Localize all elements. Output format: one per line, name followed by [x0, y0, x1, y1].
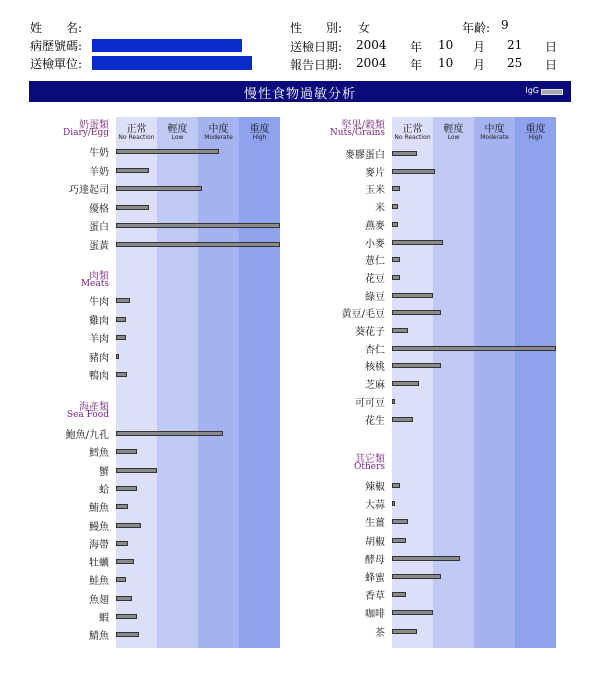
food-bar [392, 363, 441, 368]
food-bar [392, 204, 398, 209]
report-day: 25 [507, 56, 523, 70]
food-bar [116, 596, 132, 601]
food-label: 可可豆 [355, 397, 385, 409]
food-label: 薏仁 [365, 256, 385, 268]
send-date-label: 送檢日期: [290, 40, 343, 54]
food-bar [116, 335, 126, 340]
food-label: 鰻魚 [89, 521, 109, 533]
report-month: 10 [438, 56, 454, 70]
food-bar [392, 381, 419, 386]
food-bar [392, 417, 413, 422]
food-label: 蜂蜜 [365, 573, 385, 584]
category-title: 堅果/穀類 [341, 120, 385, 131]
level-subheading-1: No Reaction [118, 134, 155, 141]
food-bar [392, 556, 460, 561]
food-bar [116, 242, 280, 247]
food-label: 蛤 [99, 484, 109, 496]
food-bar [116, 468, 157, 473]
food-bar [116, 541, 128, 546]
level-heading-2: 輕度 [443, 124, 464, 135]
level-subheading-1: No Reaction [394, 134, 431, 141]
food-label: 花生 [365, 415, 385, 427]
food-label: 花豆 [365, 273, 385, 285]
category-subtitle: Diary/Egg [63, 128, 109, 138]
food-label: 蟹 [99, 466, 109, 478]
age-value: 9 [501, 18, 509, 32]
report-month-unit: 月 [473, 58, 486, 72]
severity-band-4 [515, 117, 556, 648]
food-bar [116, 431, 223, 436]
food-bar [392, 574, 441, 579]
severity-band-3 [474, 117, 515, 648]
sex-value: 女 [358, 21, 371, 35]
food-bar [116, 372, 127, 377]
severity-band-2 [433, 117, 474, 648]
level-subheading-4: High [252, 134, 267, 141]
level-heading-3: 中度 [484, 124, 505, 135]
food-bar [116, 186, 202, 191]
food-label: 胡椒 [365, 536, 385, 548]
send-day-unit: 日 [545, 40, 558, 54]
send-month-unit: 月 [473, 40, 486, 54]
food-bar [116, 614, 137, 619]
redacted-record-number [92, 39, 242, 52]
food-label: 羊肉 [89, 334, 109, 345]
food-bar [116, 632, 139, 637]
category-title: 肉類 [89, 271, 109, 282]
name-label: 姓 名: [30, 21, 83, 35]
food-bar [116, 577, 126, 582]
food-label: 蛋白 [89, 222, 109, 233]
food-label: 生薑 [365, 518, 385, 530]
food-bar [392, 328, 408, 333]
category-subtitle: Nuts/Grains [329, 128, 385, 138]
food-bar [392, 519, 408, 524]
level-subheading-3: Moderate [204, 134, 233, 141]
food-label: 咖啡 [365, 609, 385, 621]
food-bar [116, 486, 137, 491]
food-label: 優格 [89, 203, 109, 215]
level-heading-1: 正常 [126, 124, 147, 135]
level-heading-3: 中度 [208, 124, 229, 135]
report-title-bar [29, 81, 571, 102]
severity-band-3 [198, 117, 239, 648]
food-bar [116, 523, 141, 528]
sex-label: 性 別: [290, 21, 343, 35]
food-bar [116, 504, 128, 509]
food-label: 鮪魚 [89, 503, 109, 515]
food-label: 米 [375, 203, 385, 215]
food-label: 鮑魚/九孔 [65, 430, 109, 441]
food-bar [116, 559, 134, 564]
level-subheading-2: Low [171, 134, 184, 141]
send-year-unit: 年 [410, 40, 423, 54]
category-title: 海產類 [79, 402, 109, 413]
food-label: 羊奶 [89, 166, 109, 178]
send-day: 21 [507, 38, 523, 52]
category-subtitle: Meats [80, 279, 109, 289]
send-year: 2004 [356, 38, 387, 52]
record-number-label: 病歷號碼: [30, 39, 83, 53]
food-label: 鴨肉 [89, 371, 109, 382]
level-subheading-3: Moderate [480, 134, 509, 141]
food-bar [392, 293, 433, 298]
food-label: 魚翅 [89, 594, 109, 606]
food-bar [392, 483, 400, 488]
food-label: 黃豆/毛豆 [341, 309, 385, 321]
food-bar [392, 629, 417, 634]
level-heading-4: 重度 [525, 124, 546, 135]
food-bar [392, 151, 417, 156]
category-subtitle: Others [353, 462, 385, 472]
food-label: 蛋黃 [89, 240, 109, 252]
food-bar [392, 257, 400, 262]
age-label: 年齡: [462, 21, 491, 35]
food-label: 大蒜 [365, 500, 385, 512]
category-title: 其它類 [355, 454, 385, 465]
food-bar [116, 149, 219, 154]
food-bar [392, 310, 441, 315]
report-year-unit: 年 [410, 58, 423, 72]
food-label: 蝦 [99, 613, 109, 624]
level-heading-1: 正常 [402, 124, 423, 135]
food-label: 鯖魚 [89, 631, 109, 643]
food-bar [392, 240, 443, 245]
food-bar [116, 354, 119, 359]
level-subheading-2: Low [447, 134, 460, 141]
food-label: 燕麥 [365, 220, 385, 232]
food-label: 香草 [365, 591, 385, 603]
sending-unit-label: 送檢單位: [30, 57, 83, 71]
food-bar [116, 298, 130, 303]
level-heading-2: 輕度 [167, 124, 188, 135]
food-label: 牛奶 [89, 148, 109, 159]
food-label: 牡蠣 [89, 558, 109, 570]
send-month: 10 [438, 38, 454, 52]
severity-band-2 [157, 117, 198, 648]
food-bar [116, 449, 137, 454]
level-heading-4: 重度 [249, 124, 270, 135]
food-label: 鮭魚 [89, 576, 109, 588]
food-label: 海帶 [89, 539, 109, 551]
food-bar [392, 222, 398, 227]
food-bar [116, 205, 149, 210]
food-label: 豬肉 [89, 352, 109, 364]
food-bar [392, 501, 395, 506]
redacted-sending-unit [92, 56, 252, 70]
food-bar [392, 169, 435, 174]
severity-band-1 [116, 117, 157, 648]
food-bar [116, 317, 126, 322]
food-bar [392, 275, 400, 280]
food-bar [392, 592, 406, 597]
food-label: 巧達起司 [69, 185, 109, 196]
food-label: 鱈魚 [89, 448, 109, 460]
food-label: 牛肉 [89, 297, 109, 308]
level-subheading-4: High [528, 134, 543, 141]
legend-igg-swatch [541, 89, 563, 95]
food-label: 雞肉 [89, 315, 109, 327]
report-date-label: 報告日期: [290, 58, 343, 72]
food-bar [392, 399, 395, 404]
food-label: 核桃 [365, 362, 385, 374]
food-label: 酵母 [365, 554, 385, 566]
food-label: 玉米 [365, 185, 385, 197]
food-label: 杏仁 [365, 344, 385, 356]
legend-igg-label: IgG [525, 86, 539, 95]
category-subtitle: Sea Food [66, 410, 109, 420]
food-label: 麥片 [365, 167, 385, 179]
food-label: 綠豆 [365, 291, 385, 303]
food-label: 小麥 [365, 238, 385, 250]
food-label: 麥膠蛋白 [345, 150, 385, 161]
food-label: 芝麻 [365, 380, 385, 392]
report-title: 慢性食物過敏分析 [243, 87, 356, 102]
food-bar [392, 538, 406, 543]
food-bar [392, 346, 556, 351]
food-label: 葵花子 [355, 327, 385, 338]
food-label: 辣椒 [365, 482, 385, 493]
report-year: 2004 [356, 56, 387, 70]
report-day-unit: 日 [545, 58, 558, 72]
food-bar [392, 610, 433, 615]
food-bar [392, 186, 400, 191]
category-title: 奶蛋類 [79, 120, 109, 131]
food-bar [116, 168, 149, 173]
food-bar [116, 223, 280, 228]
food-label: 茶 [375, 627, 385, 639]
